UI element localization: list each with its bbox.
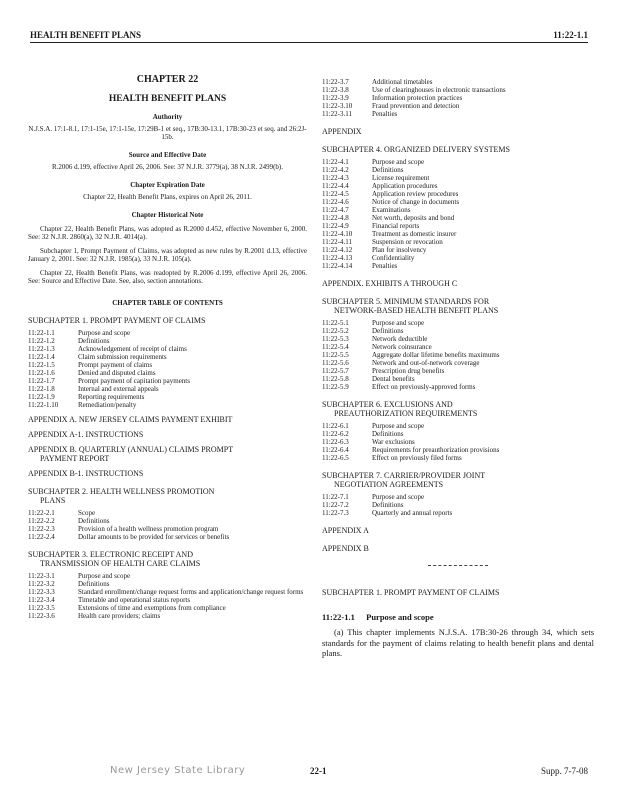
section-number: 11:22-1.1 <box>322 612 355 622</box>
toc-section-row <box>28 604 307 612</box>
toc-section-row <box>28 361 307 369</box>
toc-section-list <box>28 572 307 620</box>
toc-subchapter-title-cont: NETWORK-BASED HEALTH BENEFIT PLANS <box>334 306 499 315</box>
toc-appendix-title: APPENDIX B. QUARTERLY (ANNUAL) CLAIMS PROMPT <box>28 445 234 454</box>
toc-section-number: 11:22-5.9 <box>322 383 349 391</box>
toc-section-title: Suspension or revocation <box>372 238 443 246</box>
toc-section-title: Fraud prevention and detection <box>372 102 460 110</box>
toc-section-row <box>322 222 594 230</box>
toc-section-row <box>322 319 594 327</box>
toc-section-title: Financial reports <box>372 222 420 230</box>
toc-section-list <box>28 329 307 409</box>
toc-section-number: 11:22-3.9 <box>322 94 349 102</box>
toc-section-row <box>322 438 594 446</box>
toc-section-title: Definitions <box>78 517 110 525</box>
toc-section-number: 11:22-6.3 <box>322 438 349 446</box>
toc-section-number: 11:22-5.1 <box>322 319 349 327</box>
toc-subchapter-title: SUBCHAPTER 5. MINIMUM STANDARDS FOR <box>322 297 490 306</box>
toc-section-row <box>322 430 594 438</box>
chapter-number: CHAPTER 22 <box>136 74 199 85</box>
running-header-title: HEALTH BENEFIT PLANS <box>30 30 142 40</box>
toc-section-title: Application procedures <box>372 182 438 190</box>
history-para: Subchapter 1, Prompt Payment of Claims, was adopted as new rules by R.2001 d.13, effective January 2, 2001. See: 32 N.J.R. 1985(a), 33 N.J.R. 105(a). <box>28 247 307 263</box>
expiration-text: Chapter 22, Health Benefit Plans, expires on April 26, 2011. <box>83 193 252 201</box>
toc-section-title: Purpose and scope <box>78 329 131 337</box>
toc-appendix-exhibits <box>322 279 594 288</box>
toc-section-title: Extensions of time and exemptions from compliance <box>78 604 226 612</box>
toc-section-row <box>28 393 307 401</box>
toc-section-row <box>322 422 594 430</box>
toc-section-row <box>322 158 594 166</box>
toc-section-title: Scope <box>78 509 96 517</box>
toc-section-number: 11:22-3.3 <box>28 588 55 596</box>
toc-section-title: Standard enrollment/change request forms and application/change request forms <box>78 588 304 596</box>
toc-section-row <box>322 182 594 190</box>
toc-section-title: Health care providers; claims <box>78 612 161 620</box>
toc-section-title: Dollar amounts to be provided for services or benefits <box>78 533 230 541</box>
toc-appendix-title: APPENDIX. EXHIBITS A THROUGH C <box>322 279 458 288</box>
toc-subchapter-title: SUBCHAPTER 2. HEALTH WELLNESS PROMOTION <box>28 487 215 496</box>
toc-section-number: 11:22-4.6 <box>322 198 349 206</box>
toc-section-title: Purpose and scope <box>372 319 425 327</box>
toc-section-number: 11:22-4.12 <box>322 246 353 254</box>
toc-section-row <box>322 454 594 462</box>
section-heading <box>322 613 594 621</box>
toc-section-title: Internal and external appeals <box>78 385 159 393</box>
toc-section-row <box>28 385 307 393</box>
toc-section-number: 11:22-4.9 <box>322 222 349 230</box>
toc-section-title: Penalties <box>372 110 398 118</box>
toc-section-number: 11:22-1.5 <box>28 361 55 369</box>
toc-section-row <box>322 230 594 238</box>
toc-section-title: Treatment as domestic insurer <box>372 230 457 238</box>
toc-section-number: 11:22-4.7 <box>322 206 349 214</box>
toc-section-list <box>322 422 594 462</box>
toc-section-row <box>28 377 307 385</box>
toc-title: CHAPTER TABLE OF CONTENTS <box>112 299 223 307</box>
toc-section-number: 11:22-1.8 <box>28 385 55 393</box>
toc-subchapter-title-cont: PLANS <box>40 496 66 505</box>
toc-section-row <box>322 509 594 517</box>
toc-appendix-sub3 <box>322 127 594 136</box>
toc-section-title: Denied and disputed claims <box>78 369 156 377</box>
toc-section-row <box>28 525 307 533</box>
toc-subchapter-title: SUBCHAPTER 4. ORGANIZED DELIVERY SYSTEMS <box>322 145 510 154</box>
toc-section-number: 11:22-5.5 <box>322 351 349 359</box>
toc-section-title: Effect on previously filed forms <box>372 454 462 462</box>
toc-subchapter-6 <box>322 400 594 418</box>
toc-section-number: 11:22-1.10 <box>28 401 59 409</box>
toc-section-number: 11:22-3.4 <box>28 596 55 604</box>
toc-section-row <box>322 238 594 246</box>
toc-section-number: 11:22-5.3 <box>322 335 349 343</box>
source-text: R.2006 d.199, effective April 26, 2006. See: 37 N.J.R. 3779(a), 38 N.J.R. 2499(b). <box>51 163 284 171</box>
toc-section-number: 11:22-6.2 <box>322 430 349 438</box>
toc-section-row <box>28 337 307 345</box>
toc-section-row <box>322 351 594 359</box>
toc-section-title: Claim submission requirements <box>78 353 167 361</box>
toc-section-row <box>322 375 594 383</box>
toc-section-title: Use of clearinghouses in electronic transactions <box>372 86 506 94</box>
toc-section-row <box>322 110 594 118</box>
authority-heading: Authority <box>152 113 183 121</box>
toc-section-list <box>322 158 594 270</box>
toc-section-row <box>28 517 307 525</box>
toc-subchapter-1 <box>28 316 307 325</box>
toc-section-number: 11:22-4.2 <box>322 166 349 174</box>
toc-section-row <box>322 335 594 343</box>
toc-section-title: Definitions <box>78 337 110 345</box>
toc-section-row <box>322 206 594 214</box>
library-watermark: New Jersey State Library <box>110 765 246 776</box>
toc-section-number: 11:22-5.8 <box>322 375 349 383</box>
toc-section-number: 11:22-3.1 <box>28 572 55 580</box>
toc-section-number: 11:22-1.2 <box>28 337 55 345</box>
toc-subchapter-4 <box>322 145 594 154</box>
toc-section-number: 11:22-4.1 <box>322 158 349 166</box>
toc-section-title: Effect on previously-approved forms <box>372 383 476 391</box>
section-text: (a) This chapter implements N.J.S.A. 17B:30-26 through 34, which sets standards for the payment of claims relating to health benefit plans and dental plans. <box>322 627 594 658</box>
toc-section-title: Application review procedures <box>372 190 459 198</box>
toc-subchapter-title-cont: PREAUTHORIZATION REQUIREMENTS <box>334 409 478 418</box>
toc-section-row <box>28 533 307 541</box>
toc-section-number: 11:22-4.3 <box>322 174 349 182</box>
toc-section-title: Penalties <box>372 262 398 270</box>
toc-subchapter-3 <box>28 550 307 568</box>
toc-subchapter-title-cont: TRANSMISSION OF HEALTH CARE CLAIMS <box>40 559 201 568</box>
toc-appendix-title: APPENDIX A <box>322 526 369 535</box>
toc-section-title: Confidentiality <box>372 254 415 262</box>
toc-appendix-title: APPENDIX A-1. INSTRUCTIONS <box>28 430 144 439</box>
toc-section-number: 11:22-5.6 <box>322 359 349 367</box>
toc-section-row <box>322 367 594 375</box>
toc-section-number: 11:22-4.5 <box>322 190 349 198</box>
toc-section-title: Dental benefits <box>372 375 415 383</box>
toc-section-number: 11:22-3.11 <box>322 110 353 118</box>
toc-section-title: Examinations <box>372 206 411 214</box>
history-para: Chapter 22, Health Benefit Plans, was adopted as R.2000 d.452, effective November 6, 2000. See: 32 N.J.R. 2860(a), 32 N.J.R. 4014(a). <box>28 225 307 241</box>
toc-section-title: Prompt payment of claims <box>78 361 153 369</box>
toc-section-title: Net worth, deposits and bond <box>372 214 455 222</box>
toc-section-row <box>28 329 307 337</box>
toc-subchapter-title-cont: NEGOTIATION AGREEMENTS <box>334 480 444 489</box>
toc-section-title: Definitions <box>372 430 404 438</box>
toc-section-number: 11:22-6.4 <box>322 446 349 454</box>
toc-section-title: Definitions <box>372 327 404 335</box>
toc-appendix-b1 <box>28 469 307 478</box>
toc-section-title: Prescription drug benefits <box>372 367 445 375</box>
toc-section-row <box>322 327 594 335</box>
toc-section-number: 11:22-2.1 <box>28 509 55 517</box>
toc-section-row <box>322 78 594 86</box>
toc-section-number: 11:22-3.7 <box>322 78 349 86</box>
toc-section-row <box>28 353 307 361</box>
toc-section-row <box>322 86 594 94</box>
running-header-section: 11:22-1.1 <box>553 30 588 40</box>
toc-appendix-title: APPENDIX A. NEW JERSEY CLAIMS PAYMENT EXHIBIT <box>28 415 233 424</box>
toc-appendix-a1 <box>28 430 307 439</box>
toc-appendix-title: APPENDIX <box>322 127 362 136</box>
toc-section-row <box>28 345 307 353</box>
right-column <box>322 78 594 659</box>
toc-section-row <box>322 383 594 391</box>
toc-section-row <box>322 102 594 110</box>
toc-section-row <box>28 369 307 377</box>
toc-section-title: Provision of a health wellness promotion program <box>78 525 219 533</box>
toc-section-number: 11:22-3.8 <box>322 86 349 94</box>
toc-section-number: 11:22-1.9 <box>28 393 55 401</box>
toc-section-number: 11:22-2.3 <box>28 525 55 533</box>
toc-section-title: Plan for insolvency <box>372 246 427 254</box>
toc-section-title: Notice of change in documents <box>372 198 460 206</box>
toc-section-title: Purpose and scope <box>372 422 425 430</box>
toc-section-title: Quarterly and annual reports <box>372 509 453 517</box>
toc-section-title: War exclusions <box>372 438 415 446</box>
toc-section-list <box>322 493 594 517</box>
toc-section-number: 11:22-4.4 <box>322 182 349 190</box>
header-rule <box>30 42 588 43</box>
toc-section-row <box>322 359 594 367</box>
toc-section-number: 11:22-7.2 <box>322 501 349 509</box>
toc-section-number: 11:22-3.2 <box>28 580 55 588</box>
toc-section-list <box>322 319 594 391</box>
toc-section-row <box>322 262 594 270</box>
toc-subchapter-2 <box>28 487 307 505</box>
toc-subchapter-title: SUBCHAPTER 7. CARRIER/PROVIDER JOINT <box>322 471 486 480</box>
toc-section-number: 11:22-3.6 <box>28 612 55 620</box>
toc-section-title: Purpose and scope <box>372 493 425 501</box>
toc-section-row <box>322 190 594 198</box>
toc-appendix-b <box>28 445 307 463</box>
toc-section-title: Remediation/penalty <box>78 401 137 409</box>
toc-section-row <box>322 94 594 102</box>
toc-section-title: Timetable and operational status reports <box>78 596 191 604</box>
toc-section-number: 11:22-4.8 <box>322 214 349 222</box>
toc-section-number: 11:22-2.4 <box>28 533 55 541</box>
toc-section-number: 11:22-1.3 <box>28 345 55 353</box>
toc-section-title: Aggregate dollar lifetime benefits maximums <box>372 351 500 359</box>
toc-section-list <box>322 78 594 118</box>
toc-section-row <box>322 343 594 351</box>
toc-appendix-title: APPENDIX B <box>322 544 369 553</box>
left-column <box>28 62 307 620</box>
toc-section-row <box>322 166 594 174</box>
toc-section-number: 11:22-4.13 <box>322 254 353 262</box>
toc-section-title: License requirement <box>372 174 430 182</box>
toc-section-title: Reporting requirements <box>78 393 145 401</box>
toc-section-row <box>322 174 594 182</box>
toc-appendix-7a <box>322 526 594 535</box>
toc-section-row <box>322 214 594 222</box>
chapter-title: HEALTH BENEFIT PLANS <box>108 94 227 104</box>
toc-subchapter-7 <box>322 471 594 489</box>
toc-section-number: 11:22-1.7 <box>28 377 55 385</box>
toc-section-title: Definitions <box>372 501 404 509</box>
toc-section-row <box>28 612 307 620</box>
toc-section-row <box>322 254 594 262</box>
expiration-heading: Chapter Expiration Date <box>130 181 205 189</box>
history-para: Chapter 22, Health Benefit Plans, was readopted by R.2006 d.199, effective April 26, 2006. See: Source and Effective Date. See, also, section annotations. <box>28 269 307 285</box>
toc-section-title: Prompt payment of capitation payments <box>78 377 190 385</box>
toc-subchapter-5 <box>322 297 594 315</box>
toc-section-number: 11:22-5.2 <box>322 327 349 335</box>
toc-section-number: 11:22-6.5 <box>322 454 349 462</box>
toc-section-title: Definitions <box>372 166 404 174</box>
toc-section-title: Network deductible <box>372 335 428 343</box>
toc-section-number: 11:22-6.1 <box>322 422 349 430</box>
source-heading: Source and Effective Date <box>128 151 207 159</box>
toc-subchapter-title: SUBCHAPTER 6. EXCLUSIONS AND <box>322 400 453 409</box>
toc-section-row <box>322 198 594 206</box>
toc-section-number: 11:22-3.10 <box>322 102 353 110</box>
toc-section-title: Network coinsurance <box>372 343 432 351</box>
toc-appendix-title: APPENDIX B-1. INSTRUCTIONS <box>28 469 144 478</box>
toc-section-number: 11:22-7.3 <box>322 509 349 517</box>
toc-section-number: 11:22-1.4 <box>28 353 55 361</box>
supplement-date: Supp. 7-7-08 <box>541 766 588 776</box>
toc-section-row <box>28 401 307 409</box>
toc-section-number: 11:22-5.7 <box>322 367 349 375</box>
toc-appendix-7b <box>322 544 594 553</box>
toc-section-title: Purpose and scope <box>78 572 131 580</box>
toc-section-number: 11:22-3.5 <box>28 604 55 612</box>
toc-section-number: 11:22-1.6 <box>28 369 55 377</box>
toc-section-row <box>28 509 307 517</box>
toc-section-row <box>28 580 307 588</box>
toc-section-list <box>28 509 307 541</box>
toc-section-row <box>322 493 594 501</box>
toc-section-row <box>322 446 594 454</box>
toc-section-number: 11:22-4.10 <box>322 230 353 238</box>
toc-section-number: 11:22-4.11 <box>322 238 353 246</box>
toc-section-row <box>28 588 307 596</box>
toc-appendix-a <box>28 415 307 424</box>
toc-section-row <box>28 596 307 604</box>
section-title: Purpose and scope <box>366 612 434 622</box>
running-header <box>30 30 588 46</box>
authority-text: N.J.S.A. 17:1-8.1, 17:1-15e, 17:1-15e, 17:29B-1 et seq., 17B:30-13.1, 17B:30-23 et seq. and 26:2J-15b. <box>28 125 307 141</box>
toc-section-title: Additional timetables <box>372 78 433 86</box>
toc-section-number: 11:22-2.2 <box>28 517 55 525</box>
toc-section-number: 11:22-1.1 <box>28 329 55 337</box>
toc-section-number: 11:22-4.14 <box>322 262 353 270</box>
toc-subchapter-title: SUBCHAPTER 3. ELECTRONIC RECEIPT AND <box>28 550 193 559</box>
history-heading: Chapter Historical Note <box>131 211 204 219</box>
toc-section-number: 11:22-5.4 <box>322 343 349 351</box>
toc-section-row <box>28 572 307 580</box>
toc-section-title: Definitions <box>78 580 110 588</box>
toc-section-title: Acknowledgement of receipt of claims <box>78 345 187 353</box>
toc-subchapter-title: SUBCHAPTER 1. PROMPT PAYMENT OF CLAIMS <box>28 316 206 325</box>
toc-section-title: Information protection practices <box>372 94 463 102</box>
page-footer <box>110 765 588 779</box>
toc-section-number: 11:22-7.1 <box>322 493 349 501</box>
body-subchapter-heading: SUBCHAPTER 1. PROMPT PAYMENT OF CLAIMS <box>322 588 500 597</box>
page-number: 22-1 <box>310 766 327 776</box>
section-divider <box>428 565 488 566</box>
toc-section-row <box>322 246 594 254</box>
toc-section-title: Requirements for preauthorization provisions <box>372 446 500 454</box>
toc-section-title: Network and out-of-network coverage <box>372 359 480 367</box>
toc-section-row <box>322 501 594 509</box>
toc-section-title: Purpose and scope <box>372 158 425 166</box>
toc-appendix-title-cont: PAYMENT REPORT <box>40 454 110 463</box>
